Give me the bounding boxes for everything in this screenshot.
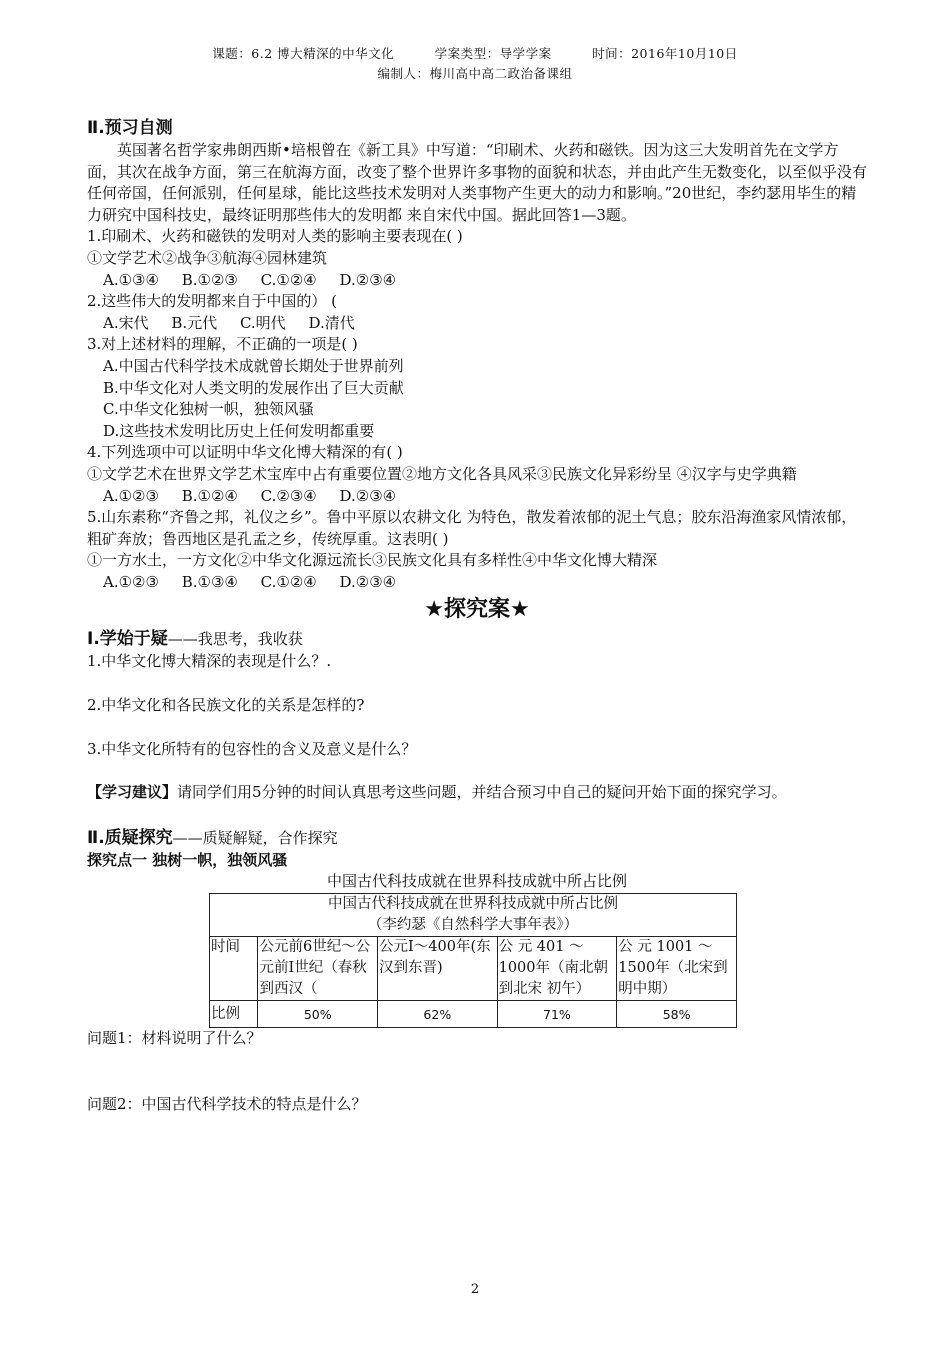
section-1-title: Ⅰ.学始于疑	[87, 629, 168, 650]
preview-heading: Ⅱ.预习自测	[87, 118, 173, 138]
answer-space	[87, 1072, 867, 1094]
header-time: 时间：2016年10月10日	[592, 46, 738, 61]
question-4-items: ①文学艺术在世界文学艺术宝库中占有重要位置②地方文化各具风采③民族文化异彩纷呈 ④汉字与史学典籍	[87, 464, 797, 483]
question-2: 2.这些伟大的发明都来自于中国的） (	[87, 292, 337, 311]
page-content	[87, 116, 867, 1115]
explore-question-1: 1.中华文化博大精深的表现是什么？.	[87, 652, 332, 671]
option: D.清代	[308, 313, 355, 332]
question-3-option-d: D.这些技术发明比历史上任何发明都重要	[103, 421, 375, 440]
header-line-1	[0, 44, 950, 64]
question-1: 1.印刷术、火药和磁铁的发明对人类的影响主要表现在( )	[87, 227, 463, 246]
option: B.①③④	[181, 572, 238, 591]
table-title-row	[210, 894, 737, 937]
section-2-heading	[87, 826, 867, 850]
table-row	[210, 1001, 737, 1028]
page-header	[0, 44, 950, 84]
table-cell: 公 元 401 ～1000年（南北朝到北宋 初午）	[497, 937, 617, 1001]
question-1-options	[87, 270, 867, 292]
option: C.①②④	[260, 572, 317, 591]
explore-question-2: 2.中华文化和各民族文化的关系是怎样的?	[87, 696, 365, 715]
answer-space	[87, 1050, 867, 1072]
table-cell: 公元Ⅰ～400年(东汉到东晋)	[378, 937, 498, 1001]
table-title: 中国古代科技成就在世界科技成就中所占比例	[328, 896, 618, 913]
header-type: 学案类型：导学学案	[434, 46, 552, 61]
table-source: （李约瑟《自然科学大事年表》）	[367, 917, 579, 934]
option: A.宋代	[103, 313, 149, 332]
option: B.①②④	[181, 486, 238, 505]
question-3: 3.对上述材料的理解，不正确的一项是( )	[87, 335, 358, 354]
question-5-items: ①一方水土，一方文化②中华文化源远流长③民族文化具有多样性④中华文化博大精深	[87, 551, 658, 570]
question-3-option-c: C.中华文化独树一帜，独领风骚	[103, 400, 314, 419]
option: B.①②③	[181, 270, 238, 289]
option: C.①②④	[260, 270, 317, 289]
header-topic: 课题：6.2 博大精深的中华文化	[212, 46, 395, 61]
table-cell: 公元前6世纪～公元前Ⅰ世纪（春秋到西汉（	[258, 937, 378, 1001]
table-caption: 中国古代科技成就在世界科技成就中所占比例	[326, 872, 627, 891]
option: A.①③④	[103, 270, 159, 289]
option: C.②③④	[260, 486, 317, 505]
advice-text: 请同学们用5分钟的时间认真思考这些问题，并结合预习中自己的疑问开始下面的探究学习。	[177, 783, 787, 802]
spacer	[87, 804, 867, 826]
option: D.②③④	[339, 270, 397, 289]
option: C.明代	[239, 313, 286, 332]
question-5-options	[87, 572, 867, 594]
table-cell: 比例	[210, 1001, 258, 1028]
option: A.①②③	[103, 572, 159, 591]
advice-label: 【学习建议】	[87, 783, 178, 802]
answer-space	[87, 673, 867, 695]
page-number: 2	[470, 1282, 480, 1297]
question-3-option-b: B.中华文化对人类文明的发展作出了巨大贡献	[103, 378, 404, 397]
table-cell: 50%	[258, 1001, 378, 1028]
header-editor: 编制人：梅川高中高二政治备课组	[377, 66, 573, 81]
table-cell: 时间	[210, 937, 258, 1001]
option: D.②③④	[339, 572, 397, 591]
table-title-cell	[210, 894, 737, 937]
ratio-table	[209, 893, 737, 1028]
section-2-subtitle: ——质疑解疑，合作探究	[172, 828, 338, 847]
question-4: 4.下列选项中可以证明中华文化博大精深的有( )	[87, 443, 403, 462]
section-1-subtitle: ——我思考，我收获	[167, 630, 303, 649]
option: D.②③④	[339, 486, 397, 505]
question-1-items: ①文学艺术②战争③航海④园林建筑	[87, 248, 328, 267]
question-3-option-a: A.中国古代科学技术成就曾长期处于世界前列	[103, 356, 404, 375]
explore-point-1: 探究点一 独树一帜，独领风骚	[87, 850, 288, 869]
explore-question-3: 3.中华文化所特有的包容性的含义及意义是什么？	[87, 739, 417, 758]
table-cell: 71%	[497, 1001, 617, 1028]
table-row	[210, 937, 737, 1001]
study-advice	[87, 782, 867, 804]
answer-space	[87, 717, 867, 739]
table-cell: 58%	[617, 1001, 737, 1028]
material-question-2: 问题2：中国古代科学技术的特点是什么？	[87, 1094, 367, 1113]
material-question-1: 问题1：材料说明了什么？	[87, 1029, 262, 1048]
option: B.元代	[171, 313, 218, 332]
option: A.①②③	[103, 486, 159, 505]
explore-title: ★探究案★	[424, 597, 530, 623]
question-5: 5.山东素称“齐鲁之邦，礼仪之乡”。鲁中平原以农耕文化 为特色，散发着浓郁的泥土气息；胶东沿海渔家风情浓郁，粗矿奔放；鲁西地区是孔孟之乡，传统厚重。这表明( )	[87, 508, 857, 548]
table-cell: 62%	[378, 1001, 498, 1028]
table-cell: 公 元 1001 ～1500年（北宋到明中期）	[617, 937, 737, 1001]
section-1-heading	[87, 627, 867, 651]
section-2-title: Ⅱ.质疑探究	[87, 827, 173, 848]
preview-passage: 英国著名哲学家弗朗西斯•培根曾在《新工具》中写道：“印刷术、火药和磁铁。因为这三大发明首先在文学方面，其次在战争方面，第三在航海方面，改变了整个世界许多事物的面貌和状态，并由此产生无数变化，以至似乎没有任何帝国，任何派别，任何星球，能比这些技术发明对人类事物产生更大的动力和影响。”20世纪，李约瑟用毕生的精力研究中国科技史，最终证明那些伟大的发明都 来自宋代中国。据此回答1—3题。	[87, 141, 868, 224]
answer-space	[87, 760, 867, 782]
question-4-options	[87, 486, 867, 508]
question-2-options	[87, 313, 867, 335]
